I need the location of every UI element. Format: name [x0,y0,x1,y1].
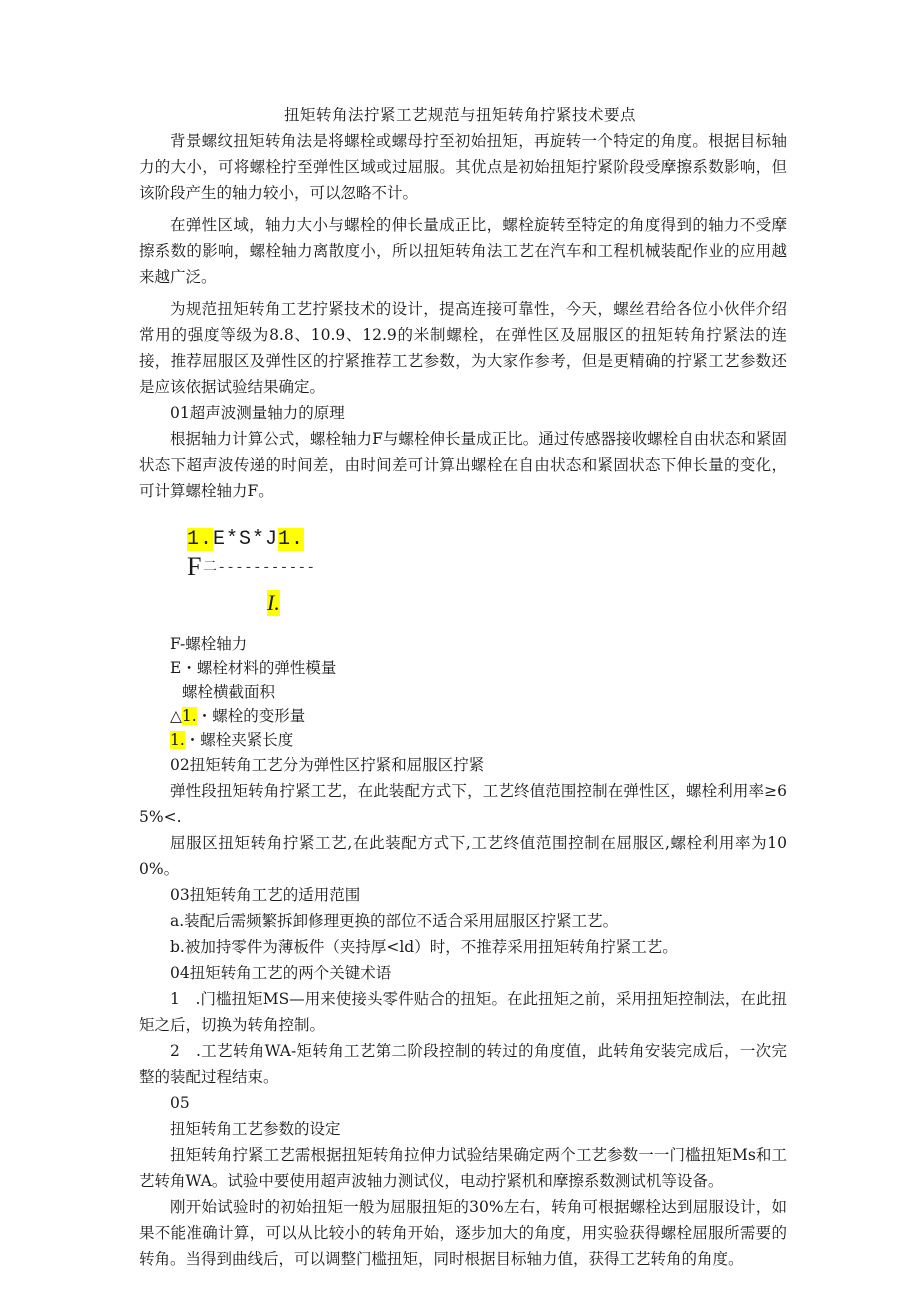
section-02-yield: 屈服区扭矩转角拧紧工艺,在此装配方式下,工艺终值范围控制在屈服区,螺栓利用率为100%。 [139,834,787,878]
section-01-heading: 01超声波测量轴力的原理 [170,404,345,422]
formula-numerator [187,528,304,552]
formula-numerator-text: E*S*J [213,528,279,551]
formula-highlight: 1. [278,528,305,551]
section-01-body: 根据轴力计算公式，螺栓轴力F与螺栓伸长量成正比。通过传感器接收螺栓自由状态和紧固状态下超声波传递的时间差，由时间差可计算出螺栓在自由状态和紧固状态下伸长量的变化，可计算螺栓轴力F。 [139,430,787,500]
intro-paragraph: 背景螺纹扭矩转角法是将螺栓或螺母拧至初始扭矩，再旋转一个特定的角度。根据目标轴力的大小，可将螺栓拧至弹性区域或过屈服。其优点是初始扭矩拧紧阶段受摩擦系数影响，但该阶段产生的轴力较小，可以忽略不计。 [139,132,787,202]
section-05-paragraph-2: 刚开始试验时的初始扭矩一般为屈服扭矩的30%左右，转角可根据螺栓达到屈服设计，如果不能准确计算，可以从比较小的转角开始，逐步加大的角度，用实验获得螺栓屈服所需要的转角。当得到曲线后，可以调整门槛扭矩，同时根据目标轴力值，获得工艺转角的角度。 [139,1198,787,1268]
definition-delta-L [139,704,787,728]
formula-highlight: 1. [187,528,214,551]
purpose-paragraph: 为规范扭矩转角工艺拧紧技术的设计，提高连接可靠性，今天，螺丝君给各位小伙伴介绍常用的强度等级为8.8、10.9、12.9的米制螺栓，在弹性区及屈服区的扭矩转角拧紧法的连接，推荐屈服区及弹性区的拧紧推荐工艺参数，为大家作参考，但是更精确的拧紧工艺参数还是应该依据试验结果确定。 [139,300,787,396]
definition-E: E・螺栓材料的弹性模量 [170,659,337,677]
document-title: 扭矩转角法拧紧工艺规范与扭矩转角拧紧技术要点 [283,106,636,124]
definition-highlight: 1. [170,731,185,749]
section-02-heading: 02扭矩转角工艺分为弹性区拧紧和屈服区拧紧 [170,756,485,774]
definition-text: ・螺栓夹紧长度 [184,731,294,749]
definition-S: 螺栓横截面积 [182,683,276,701]
section-05-heading: 扭矩转角工艺参数的设定 [170,1120,341,1138]
delta-symbol: △ [170,707,182,725]
formula-fraction-line: 二----------- [203,560,316,576]
formula-lhs: F [187,552,202,581]
section-03-item-a: a.装配后需频繁拆卸修理更换的部位不适合采用屈服区拧紧工艺。 [170,912,619,930]
formula-denominator: I. [267,590,280,615]
section-05-number: 05 [170,1094,190,1112]
elastic-region-paragraph: 在弹性区域，轴力大小与螺栓的伸长量成正比，螺栓旋转至特定的角度得到的轴力不受摩擦系数的影响，螺栓轴力离散度小，所以扭矩转角法工艺在汽车和工程机械装配作业的应用越来越广泛。 [139,216,787,286]
section-04-term-2: 2 .工艺转角WA-矩转角工艺第二阶段控制的转过的角度值，此转角安装完成后，一次完整的装配过程结束。 [139,1042,787,1086]
definition-highlight: 1. [181,707,197,725]
section-03-item-b: b.被加持零件为薄板件（夹持厚<ld）时，不推荐采用扭矩转角拧紧工艺。 [170,938,678,956]
document-body [139,128,787,1272]
section-04-heading: 04扭矩转角工艺的两个关键术语 [170,964,392,982]
definition-L [139,728,787,752]
section-02-elastic: 弹性段扭矩转角拧紧工艺，在此装配方式下，工艺终值范围控制在弹性区，螺栓利用率≥65%<. [139,782,787,826]
axial-force-formula [139,504,787,632]
section-04-term-1: 1 .门槛扭矩MS—用来使接头零件贴合的扭矩。在此扭矩之前，采用扭矩控制法，在此扭矩之后，切换为转角控制。 [139,990,787,1034]
section-03-heading: 03扭矩转角工艺的适用范围 [170,886,361,904]
definition-F: F-螺栓轴力 [170,635,248,653]
definition-text: ・螺栓的变形量 [196,707,306,725]
section-05-paragraph-1: 扭矩转角拧紧工艺需根据扭矩转角拉伸力试验结果确定两个工艺参数一一门槛扭矩Ms和工艺转角WA。试验中要使用超声波轴力测试仪，电动拧紧机和摩擦系数测试机等设备。 [139,1146,787,1190]
